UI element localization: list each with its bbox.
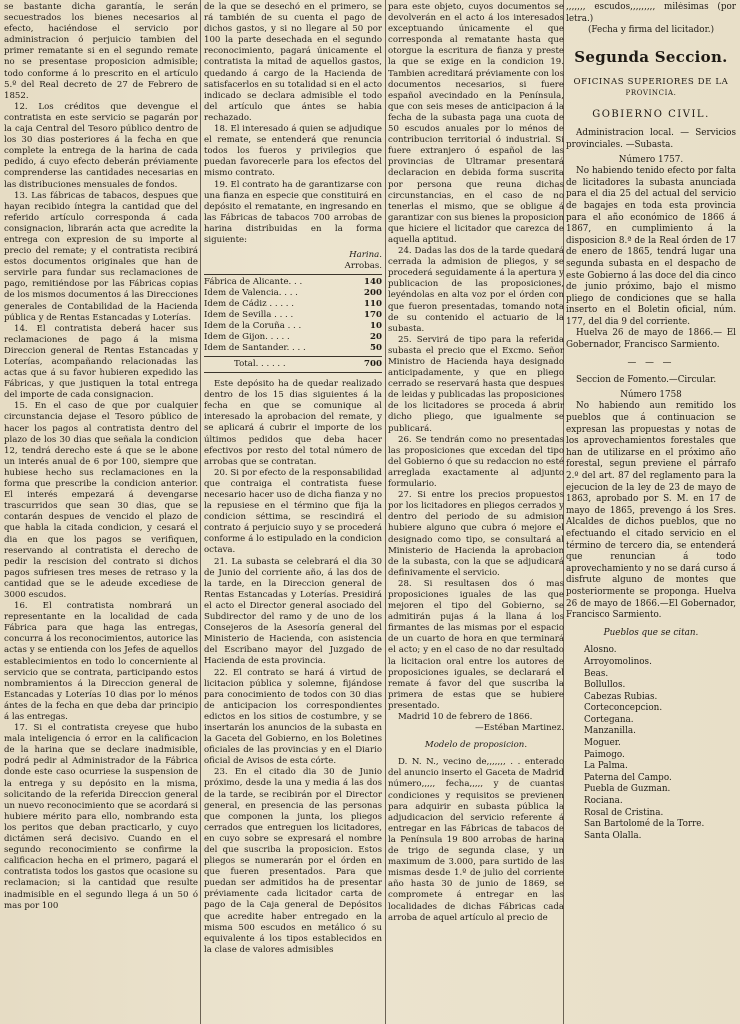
- signature: —Estéban Martinez.: [475, 723, 564, 734]
- notice-paragraph: No habiendo tenido efecto por falta de licitadores la subasta anunciada para el dia 25 del actual del servicio de bagajes en toda esta provincia para el año económico de 1866 á 1867, en cumplimiento á la disposicion 8.ª de la Real órden de 17 de enero de 1865, tendrá lugar una segunda subasta en el despacho de este Gobierno á las doce del dia cinco de junio próximo, bajo el mismo pliego de condiciones que se halla inserto en el Boletin oficial, núm. 177, del dia 9 del corriente.: [566, 166, 736, 327]
- table-total-row: [204, 359, 382, 370]
- row-label: Idem de Gijon. . . . .: [204, 332, 290, 343]
- row-value: 10: [370, 321, 382, 332]
- table-header-row: [204, 250, 382, 261]
- list-item: Manzanilla.: [584, 726, 636, 737]
- fomento-heading: Seccion de Fomento.—Circular.: [576, 375, 717, 386]
- table-row: [204, 321, 382, 332]
- notice-number: Número 1757.: [618, 154, 684, 165]
- row-value: 170: [364, 310, 382, 321]
- table-row: [204, 310, 382, 321]
- paragraph-condition-28: 28. Si resultasen dos ó mas proposiciones iguales de las que mejoren el tipo del Gobierno, se admitirán pujas á la llana á los firmantes de las mismas por el espacio de un cuarto de hora en que terminará el acto; y en el caso de no dar resultado la licitacion oral entre los autores de proposiciones iguales, se declarará el remate á favor del que suscriba la primera de estas que se hubiere presentado.: [388, 578, 564, 711]
- paragraph-condition-20: 20. Si por efecto de la responsabilidad que contraiga el contratista fuese necesario hacer uso de dicha fianza y no la repusiese en el término que fija la condicion séttima, se rescindirá el contrato á perjuicio suyo y se procederá conforme á lo estipulado en la condicion octava.: [204, 467, 382, 556]
- row-label: Idem de Sevilla . . . .: [204, 310, 294, 321]
- paragraph-condition-25: 25. Servirá de tipo para la referida subasta el precio que el Excmo. Señor Ministro de Hacienda haya designado anticipadamente, y que en pliego cerrado se reservará hasta que despues de leidas y publicadas las proposiciones de los licitadores se proceda á abrir dicho pliego, que igualmente se publicará.: [388, 334, 564, 434]
- list-item: Arroyomolinos.: [584, 656, 652, 667]
- list-item: San Bartolomé de la Torre.: [584, 819, 705, 830]
- notice-paragraph: No habiendo aun remitido los pueblos que á continuacion se expresan las propuestas y notas de los aprovechamientos forestales que han de utilizarse en el próximo año forestal, segun previene el párrafo 2.º del art. 87 del reglamento para la ejecucion de la ley de 23 de mayo de 1863, aprobado por S. M. en 17 de mayo de 1865, prevengo á los Sres. Alcaldes de dichos pueblos, que no efectuando el citado servicio en el término de tercero dia, se entenderá que renuncian á todo aprovechamiento y no se dará curso á disfrute alguno de montes que posteriormente se proponga. Huelva 26 de mayo de 1866.—El Gobernador, Francisco Sarmiento.: [566, 401, 736, 621]
- list-item: Rociana.: [584, 796, 623, 807]
- paragraph-condition-16: 16. El contratista nombrará un representante en la localidad de cada Fábrica para que haga las entregas, concurra á los reconocimientos, autorice las actas y se entienda con los Jefes de aquellos establecimientos en todo lo concerniente al servicio que se contrata, participando estos nombramientos á la Direccion general de Estancadas y Loterías 10 dias por lo ménos ántes de la fecha en que deba dar principio á las entregas.: [4, 601, 198, 722]
- list-item: Paimogo.: [584, 749, 625, 760]
- paragraph-condition-17: 17. Si el contratista creyese que hubo mala inteligencia ó error en la calificacion de la harina que se declare inadmisible, podrá pedir al Administrador de la Fábrica donde este caso ocurriese la suspension de la entrega y su depósito en la misma, solicitando de la referida Direccion general un nuevo reconocimiento que se acordará si hubiere mérito para ello, nombrando esta los peritos que deban practicarlo, y cuyo dictámen será decisivo. Cuando en el segundo reconocimiento se confirme la calificacion hecha en el primero, pagará el contratista todos los gastos que ocasione su reclamacion; si la cantidad que resulte inadmisible en el segundo llega á un 50 ó mas por 100: [4, 723, 198, 911]
- column-divider: [200, 0, 201, 1024]
- paragraph-condition-14: 14. El contratista deberá hacer sus reclamaciones de pago á la misma Direccion general de Rentas Estancadas y Loterías, acompañando relacionadas las actas que á su favor hubieren expedido las Fábricas, y que justiquen la total entrega del importe de cada consignacion.: [4, 323, 198, 401]
- total-value: 700: [364, 359, 382, 370]
- amount-line: ,,,,,,, escudos,,,,,,,,, milésimas (por letra.): [566, 2, 736, 24]
- list-item: Puebla de Guzman.: [584, 784, 671, 795]
- paragraph-condition-15: 15. En el caso de que por cualquier circunstancia dejase el Tesoro público de hacer los pagos al contratista dentro del plazo de los 30 dias que señala la condicion 12, tendrá derecho este á que se le abone un interés anual de 6 por 100, siempre que hubiese hecho sus reclamaciones en la forma que prescribe la condicion anterior. El interés empezará á devengarse trascurridos que sean 30 dias, que se contarán despues de vencido el plazo de que habla la citada condicion, y cesará el dia en que los pagos se verifiquen, reservando al contratista el derecho de pedir la rescision del contrato si dichos pagos sufriesen tres meses de retraso y la cantidad que se le adeude excediese de 3000 escudos.: [4, 401, 198, 600]
- list-item: Alosno.: [584, 645, 617, 656]
- office-heading: [566, 77, 736, 99]
- model-paragraph: D. N. N., vecino de,,,,,,, . . enterado del anuncio inserto el Gaceta de Madrid número,,,,, fecha,,,,, y de cuantas condiciones y requisitos se previenen para adquirir en subasta pública la adjudicacion del servicio referente á entregar en las Fábricas de tabacos de la Península 19 800 arrobas de harina de trigo de segunda clase, y un maximum de 3.000, para surtido de las mismas desde 1.º de julio del corriente año hasta 30 de junio de 1869, se compromete á entregar en las localidades de dichas Fábricas cada arroba de aquel artículo al precio de: [388, 757, 564, 923]
- paragraph-condition-23: 23. En el citado dia 30 de Junio próximo, desde la una y media á las dos de la tarde, se recibirán por el Director general, en presencia de las personas que componen la junta, los pliegos cerrados que entreguen los licitadores, en cuyo sobre se expresará el nombre del que suscriba la proposicion. Estos pliegos se numerarán por el órden en que fueren presentados. Para que puedan ser admitidos ha de presentar préviamente cada licitador carta de pago de la Caja general de Depósitos que acredite haber entregado en la misma 500 escudos en metálico ó su equivalente á los tipos establecidos en la clase de valores admisibles: [204, 767, 382, 955]
- section-title: Segunda Seccion.: [574, 47, 728, 66]
- gobierno-heading: GOBIERNO CIVIL.: [592, 108, 710, 120]
- paragraph-condition-27: 27. Si entre los precios propuestos por los licitadores en pliegos cerrados y dentro del periodo de su admision hubiere alguno que cubra ó mejore el designado como tipo, se consultará al Ministerio de Hacienda la aprobacion de la subasta, con la que se adjudicará definivamente el servicio.: [388, 490, 564, 578]
- table-row: [204, 332, 382, 343]
- paragraph-condition-21: 21. La subasta se celebrará el dia 30 de Junio del corriente año, á las dos de la tarde, en la Direccion general de Rentas Estancadas y Loterías. Presidirá el acto el Director general asociado del Subdirector del ramo y de uno de los Consejeros de la Asesoría general del Ministerio de Hacienda, con asistencia del Escribano mayor del Juzgado de Hacienda de esta provincia.: [204, 556, 382, 667]
- list-item: Cortegana.: [584, 714, 634, 725]
- table-row: [204, 299, 382, 310]
- total-label: Total. . . . . .: [234, 359, 286, 370]
- list-item: Santa Olalla.: [584, 830, 642, 841]
- office-line: OFICINAS SUPERIORES DE LA: [573, 76, 729, 87]
- row-value: 140: [364, 277, 382, 288]
- paragraph: de la que se desechó en el primero, se rá también de su cuenta el pago de dichos gastos, y si no llegare al 50 por 100 la parte desechada en el segundo reconocimiento, pagará únicamente el contratista la mitad de aquellos gastos, quedando á cargo de la Hacienda de satisfacerlos en su totalidad si en el acto indicado se declara admisible el todo del artículo que ántes se habia rechazado.: [204, 2, 382, 123]
- row-label: Idem de Cádiz . . . . .: [204, 299, 294, 310]
- paragraph-condition-19: 19. El contrato ha de garantizarse con una fianza en especie que constituirá en depósito el rematante, en ingresando en las Fábricas de tabacos 700 arrobas de harina distribuidas en la forma siguiente:: [204, 179, 382, 245]
- row-value: 200: [364, 288, 382, 299]
- towns-list: [584, 645, 736, 842]
- paragraph: se bastante dicha garantía, le serán secuestrados los bienes necesarios al efecto, haciéndose el servicio por administracion ó perjuicio tambien del primer rematante si en el segundo remate no se presentase proposicion admisible; todo conforme á lo prescrito en el artículo 5.º del Real decreto de 27 de Febrero de 1852.: [4, 2, 198, 101]
- table-header-row: [204, 261, 382, 272]
- column-divider: [385, 0, 386, 1024]
- paragraph-condition-24: 24. Dadas las dos de la tarde quedará cerrada la admision de pliegos, y se procederá seguidamente á la apertura y publicacion de las proposiciones, leyéndolas en alta voz por el órden con que fueron presentadas, tomando nota de su contenido el actuario de la subasta.: [388, 246, 564, 334]
- paragraph: para este objeto, cuyos documentos se devolverán en el acto á los interesados exceptuando únicamente el que corresponda al rematante hasta que otorgue la escritura de fianza y preste la que se exige en la condicion 19. Tambien acreditará préviamente con los documentos necesarios, si fuere español avecindado en la Península, que con seis meses de anticipacion á la fecha de la subasta paga una cuota de 50 escudos anuales por lo ménos de contribucion territorial ó industrial. Si fuere extranjero ó español de las provincias de Ultramar presentará declaracion en debida forma suscrita por persona que reuna dichas circunstancias, en el caso de no tenerlas el mismo, que se obligue á garantizar con sus bienes la proposicion que hiciere el licitador que carezca de aquella aptitud.: [388, 2, 564, 245]
- signature-note: (Fecha y firma del licitador.): [587, 25, 715, 36]
- table-header: Harina.: [349, 250, 382, 261]
- table-row: [204, 288, 382, 299]
- paragraph-condition-18: 18. El interesado á quien se adjudique el remate, se entenderá que renuncia todos los fueros y privilegios que puedan favorecerle para los efectos del mismo contrato.: [204, 124, 382, 179]
- list-item: Cabezas Rubias.: [584, 691, 658, 702]
- column-3: [388, 2, 564, 1022]
- row-label: Idem de Santander. . . .: [204, 343, 306, 354]
- table-row: [204, 343, 382, 354]
- row-label: Idem de la Coruña . . .: [204, 321, 302, 332]
- row-value: 110: [364, 299, 382, 310]
- list-item: Bollullos.: [584, 680, 626, 691]
- paragraph: Este depósito ha de quedar realizado dentro de los 15 dias siguientes á la fecha en que se comunique al interesado la aprobacion del remate, y se aplicará á cubrir el importe de los últimos pedidos que deba hacer efectivos por resto del total número de arrobas que se contratan.: [204, 379, 382, 467]
- paragraph-condition-13: 13. Las fábricas de tabacos, despues que hayan recibido íntegra la cantidad que del referido artículo corresponda á cada consignacion, librarán acta que acredite la entrega con expresion de su importe al precio del remate; y el contratista recibirá estos documentos originales que han de servirle para fundar sus reclamaciones de pago, remitiéndose por las Fábricas copias de los mismos documentos á las Direcciones generales de Contabilidad de la Hacienda pública y de Rentas Estancadas y Loterías.: [4, 190, 198, 323]
- row-label: Idem de Valencia. . . .: [204, 288, 298, 299]
- model-heading: Modelo de proposicion.: [424, 740, 528, 751]
- closing-date: Madrid 10 de febrero de 1866.: [398, 712, 533, 722]
- notice-signature: Huelva 26 de mayo de 1866.— El Gobernador, Francisco Sarmiento.: [566, 328, 736, 351]
- row-label: Fábrica de Alicante. . .: [204, 277, 303, 288]
- table-unit: Arrobas.: [344, 261, 382, 272]
- list-item: Moguer.: [584, 738, 621, 749]
- admin-line: Administracion local. — Servicios provinciales. —Subasta.: [566, 128, 736, 150]
- row-value: 20: [370, 332, 382, 343]
- list-item: Beas.: [584, 668, 609, 679]
- list-item: Paterna del Campo.: [584, 772, 672, 783]
- list-item: Rosal de Cristina.: [584, 807, 664, 818]
- notice-number: Número 1758: [620, 389, 682, 400]
- paragraph-condition-22: 22. El contrato se hará á virtud de licitacion pública y solemne, fijándose para conocimiento de todos con 30 dias de anticipacion los correspondientes edictos en los sitios de costumbre, y se insertarán los anuncios de la subasta en la Gaceta del Gobierno, en los Boletines oficiales de las provincias y en el Diario oficial de Avisos de esta córte.: [204, 667, 382, 767]
- deposit-table: [204, 250, 382, 375]
- towns-heading: Pueblos que se citan.: [603, 627, 699, 638]
- row-value: 50: [370, 343, 382, 354]
- paragraph-condition-12: 12. Los créditos que devengue el contratista en este servicio se pagarán por la caja Central del Tesoro público dentro de los 30 dias posteriores á la fecha en que complete la entrega de la harina de cada pedido, á cuyo efecto deberán préviamente comprenderse las cantidades necesarias en las distribuciones mensuales de fondos.: [4, 101, 198, 190]
- list-item: Corteconcepcion.: [584, 703, 663, 714]
- paragraph-condition-26: 26. Se tendrán como no presentadas las proposiciones que excedan del tipo del Gobierno ó que su redaccion no esté arreglada exactamente al adjunto formulario.: [388, 434, 564, 490]
- divider: [204, 274, 382, 275]
- column-1: [4, 2, 198, 1022]
- divider: [204, 356, 382, 357]
- column-2: [204, 2, 382, 1022]
- table-row: [204, 277, 382, 288]
- column-4: [566, 2, 736, 1022]
- separator: — — —: [627, 357, 675, 368]
- office-line: PROVINCIA.: [625, 88, 677, 97]
- list-item: La Palma.: [584, 761, 628, 772]
- divider: [204, 372, 382, 373]
